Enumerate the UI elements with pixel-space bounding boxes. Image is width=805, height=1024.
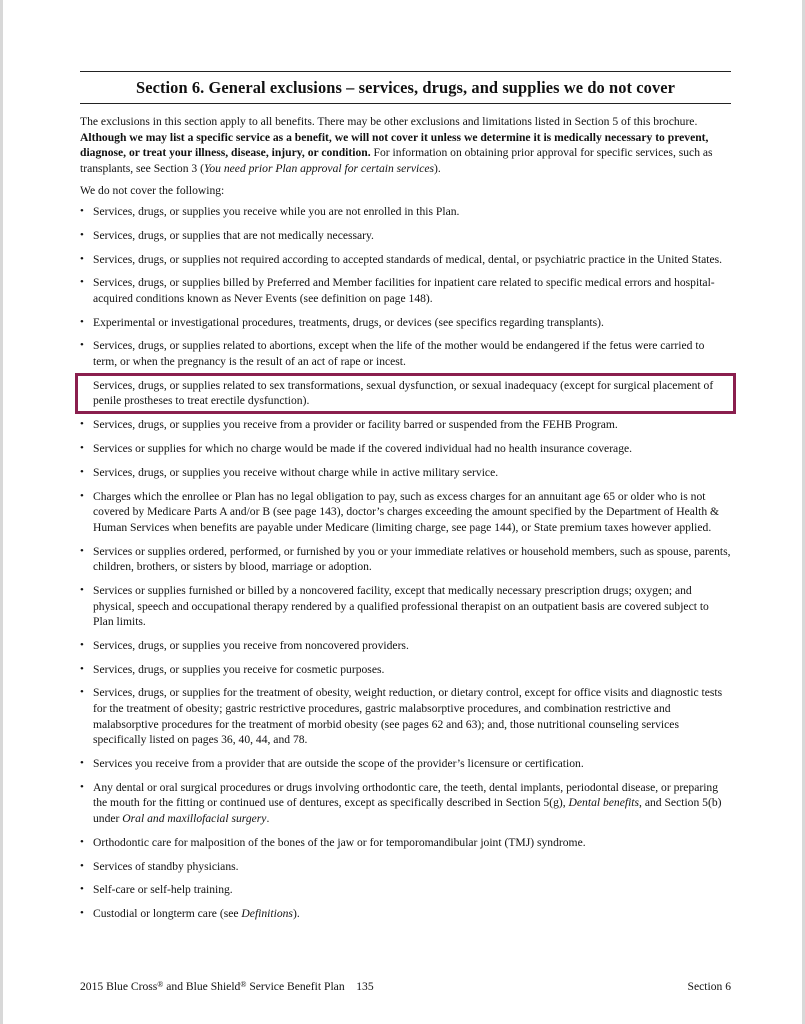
- intro-bold-text: Although we may list a specific service as a benefit, we will not cover it unless we determine it is medically necessary to prevent, diagnose, or treat your illness, disease, injury, or condition.: [80, 130, 709, 160]
- list-item: [80, 906, 731, 922]
- list-item-italic: Dental benefits: [568, 796, 640, 810]
- list-item-text: Services, drugs, or supplies you receive for cosmetic purposes.: [93, 662, 385, 676]
- intro-italic-link: You need prior Plan approval for certain services: [203, 161, 434, 175]
- list-item-text: Services or supplies ordered, performed, or furnished by you or your immediate relatives or household members, such as spouse, parents, children, brothers, or sisters by blood, marriage or adoption.: [93, 544, 731, 574]
- list-item-text: ).: [292, 907, 300, 921]
- intro-text-3: ).: [434, 161, 441, 175]
- bullet-marker: •: [80, 252, 84, 265]
- list-item: [80, 204, 731, 220]
- registered-mark: ®: [240, 980, 247, 989]
- list-item-text: Self-care or self-help training.: [93, 883, 233, 897]
- list-item-text: Services, drugs, or supplies for the treatment of obesity, weight reduction, or dietary control, except for office visits and diagnostic tests for the treatment of obesity; gastric restrictive procedures, gastric malabsorptive procedures, and combination restrictive and malabsorptive procedures for the treatment of morbid obesity (see pages 62 and 63); and, those nutritional counseling services specifically listed on pages 36, 40, 44, and 78.: [93, 686, 723, 747]
- registered-mark: ®: [157, 980, 164, 989]
- bullet-marker: •: [80, 883, 84, 896]
- list-item-text: Custodial or longterm care (see: [93, 907, 242, 921]
- section-content: [80, 114, 731, 930]
- bullet-marker: •: [80, 835, 84, 848]
- bullet-marker: •: [80, 315, 84, 328]
- list-item: [80, 835, 731, 851]
- list-item: [80, 638, 731, 654]
- list-item-text: Services, drugs, or supplies you receive from a provider or facility barred or suspended from the FEHB Program.: [93, 418, 618, 432]
- bullet-marker: •: [80, 204, 84, 217]
- bullet-marker: •: [80, 907, 84, 920]
- bullet-marker: •: [80, 780, 84, 793]
- footer-page-number: 135: [356, 980, 374, 993]
- list-item-text: .: [266, 811, 270, 825]
- list-item: [80, 417, 731, 433]
- list-item: [80, 441, 731, 457]
- list-item-text: Services, drugs, or supplies related to abortions, except when the life of the mother would be endangered if the fetus were carried to term, or when the pregnancy is the result of an act of rape or incest.: [93, 339, 705, 369]
- list-item-text: Services, drugs, or supplies that are not medically necessary.: [93, 228, 374, 242]
- section-title: Section 6. General exclusions – services, drugs, and supplies we do not cover: [135, 78, 676, 97]
- bullet-marker: •: [80, 276, 84, 289]
- list-item: [80, 859, 731, 875]
- list-item-highlighted: [80, 378, 731, 409]
- bullet-marker: •: [80, 418, 84, 431]
- list-item: [80, 544, 731, 575]
- list-item-text: Services you receive from a provider that are outside the scope of the provider’s licensure or certification.: [93, 757, 584, 770]
- bullet-marker: •: [80, 638, 84, 651]
- bullet-marker: •: [80, 228, 84, 241]
- bullet-marker: •: [80, 489, 84, 502]
- list-item-text: Services, drugs, or supplies you receive without charge while in active military service.: [93, 465, 499, 479]
- bullet-marker: •: [80, 465, 84, 478]
- list-item: [80, 252, 731, 268]
- section-header: [80, 71, 731, 104]
- list-item-italic: Oral and maxillofacial surgery: [122, 811, 267, 825]
- intro-text-1: The exclusions in this section apply to all benefits. There may be other exclusions and limitations listed in Section 5 of this brochure.: [80, 115, 698, 128]
- list-item-text: Services of standby physicians.: [93, 859, 239, 873]
- intro-paragraph: [80, 114, 731, 176]
- list-item: [80, 685, 731, 747]
- list-item-text: Services, drugs, or supplies you receive while you are not enrolled in this Plan.: [93, 204, 460, 218]
- list-item: [80, 756, 731, 772]
- bullet-marker: •: [80, 442, 84, 454]
- list-item: [80, 275, 731, 306]
- intro-text-2: For information on obtaining prior approval for specific services, such as transplants, see Section 3 (: [80, 146, 713, 175]
- list-item: [80, 662, 731, 678]
- list-item-text: Services, drugs, or supplies you receive from noncovered providers.: [93, 638, 409, 652]
- bullet-marker: •: [80, 757, 84, 769]
- list-item-text: , and Section 5(b) under: [93, 796, 722, 825]
- exclusions-lead: We do not cover the following:: [80, 184, 225, 198]
- bullet-marker: •: [80, 662, 84, 675]
- list-item: [80, 583, 731, 630]
- list-item-text: Services or supplies furnished or billed by a noncovered facility, except that medically necessary prescription drugs; oxygen; and physical, speech and occupational therapy rendered by a qualified professional therapist on an outpatient basis are covered subject to Plan limits.: [93, 583, 709, 629]
- list-item-text: Services or supplies for which no charge would be made if the covered individual had no health insurance coverage.: [93, 442, 633, 455]
- bullet-marker: •: [80, 859, 84, 872]
- list-item: [80, 489, 731, 536]
- list-item-text: Experimental or investigational procedures, treatments, drugs, or devices (see specifics regarding transplants).: [93, 315, 604, 329]
- list-item-text: Charges which the enrollee or Plan has no legal obligation to pay, such as excess charges for an annuitant age 65 or older who is not covered by Medicare Parts A and/or B (see page 143), doctor’s charges exceeding the amount specified by the Department of Health & Human Services when benefits are payable under Medicare (limiting charge, see page 144), or State premium taxes however applied.: [93, 489, 720, 534]
- bullet-marker: •: [80, 544, 84, 557]
- footer-plan-name: 2015 Blue Cross® and Blue Shield® Service Benefit Plan: [80, 980, 345, 993]
- page-footer: [80, 979, 731, 994]
- list-item: [80, 465, 731, 481]
- list-item-text: Any dental or oral surgical procedures or drugs involving orthodontic care, the teeth, dental implants, periodontal disease, or preparing the mouth for the fitting or continued use of dentures, except as specifically described in Section 5(g),: [93, 780, 719, 810]
- list-item-text: Services, drugs, or supplies related to sex transformations, sexual dysfunction, or sexual inadequacy (except for surgical placement of penile prostheses to treat erectile dysfunction).: [93, 378, 714, 408]
- exclusions-list: [80, 204, 731, 922]
- list-item: [80, 882, 731, 898]
- list-item: [80, 315, 731, 331]
- bullet-marker: •: [80, 686, 84, 699]
- list-item-text: Services, drugs, or supplies billed by Preferred and Member facilities for inpatient care related to specific medical errors and hospital-acquired conditions known as Never Events (see definition on page 148).: [93, 276, 715, 305]
- list-item-italic: Definitions: [241, 907, 293, 921]
- list-item: [80, 228, 731, 244]
- list-item: [80, 338, 731, 369]
- list-item-text: Orthodontic care for malposition of the bones of the jaw or for temporomandibular joint (TMJ) syndrome.: [93, 835, 586, 849]
- list-item: [80, 780, 731, 827]
- list-item-text: Services, drugs, or supplies not required according to accepted standards of medical, dental, or psychiatric practice in the United States.: [93, 252, 723, 266]
- bullet-marker: •: [80, 339, 84, 352]
- footer-section-label: Section 6: [687, 980, 731, 993]
- bullet-marker: •: [80, 583, 84, 596]
